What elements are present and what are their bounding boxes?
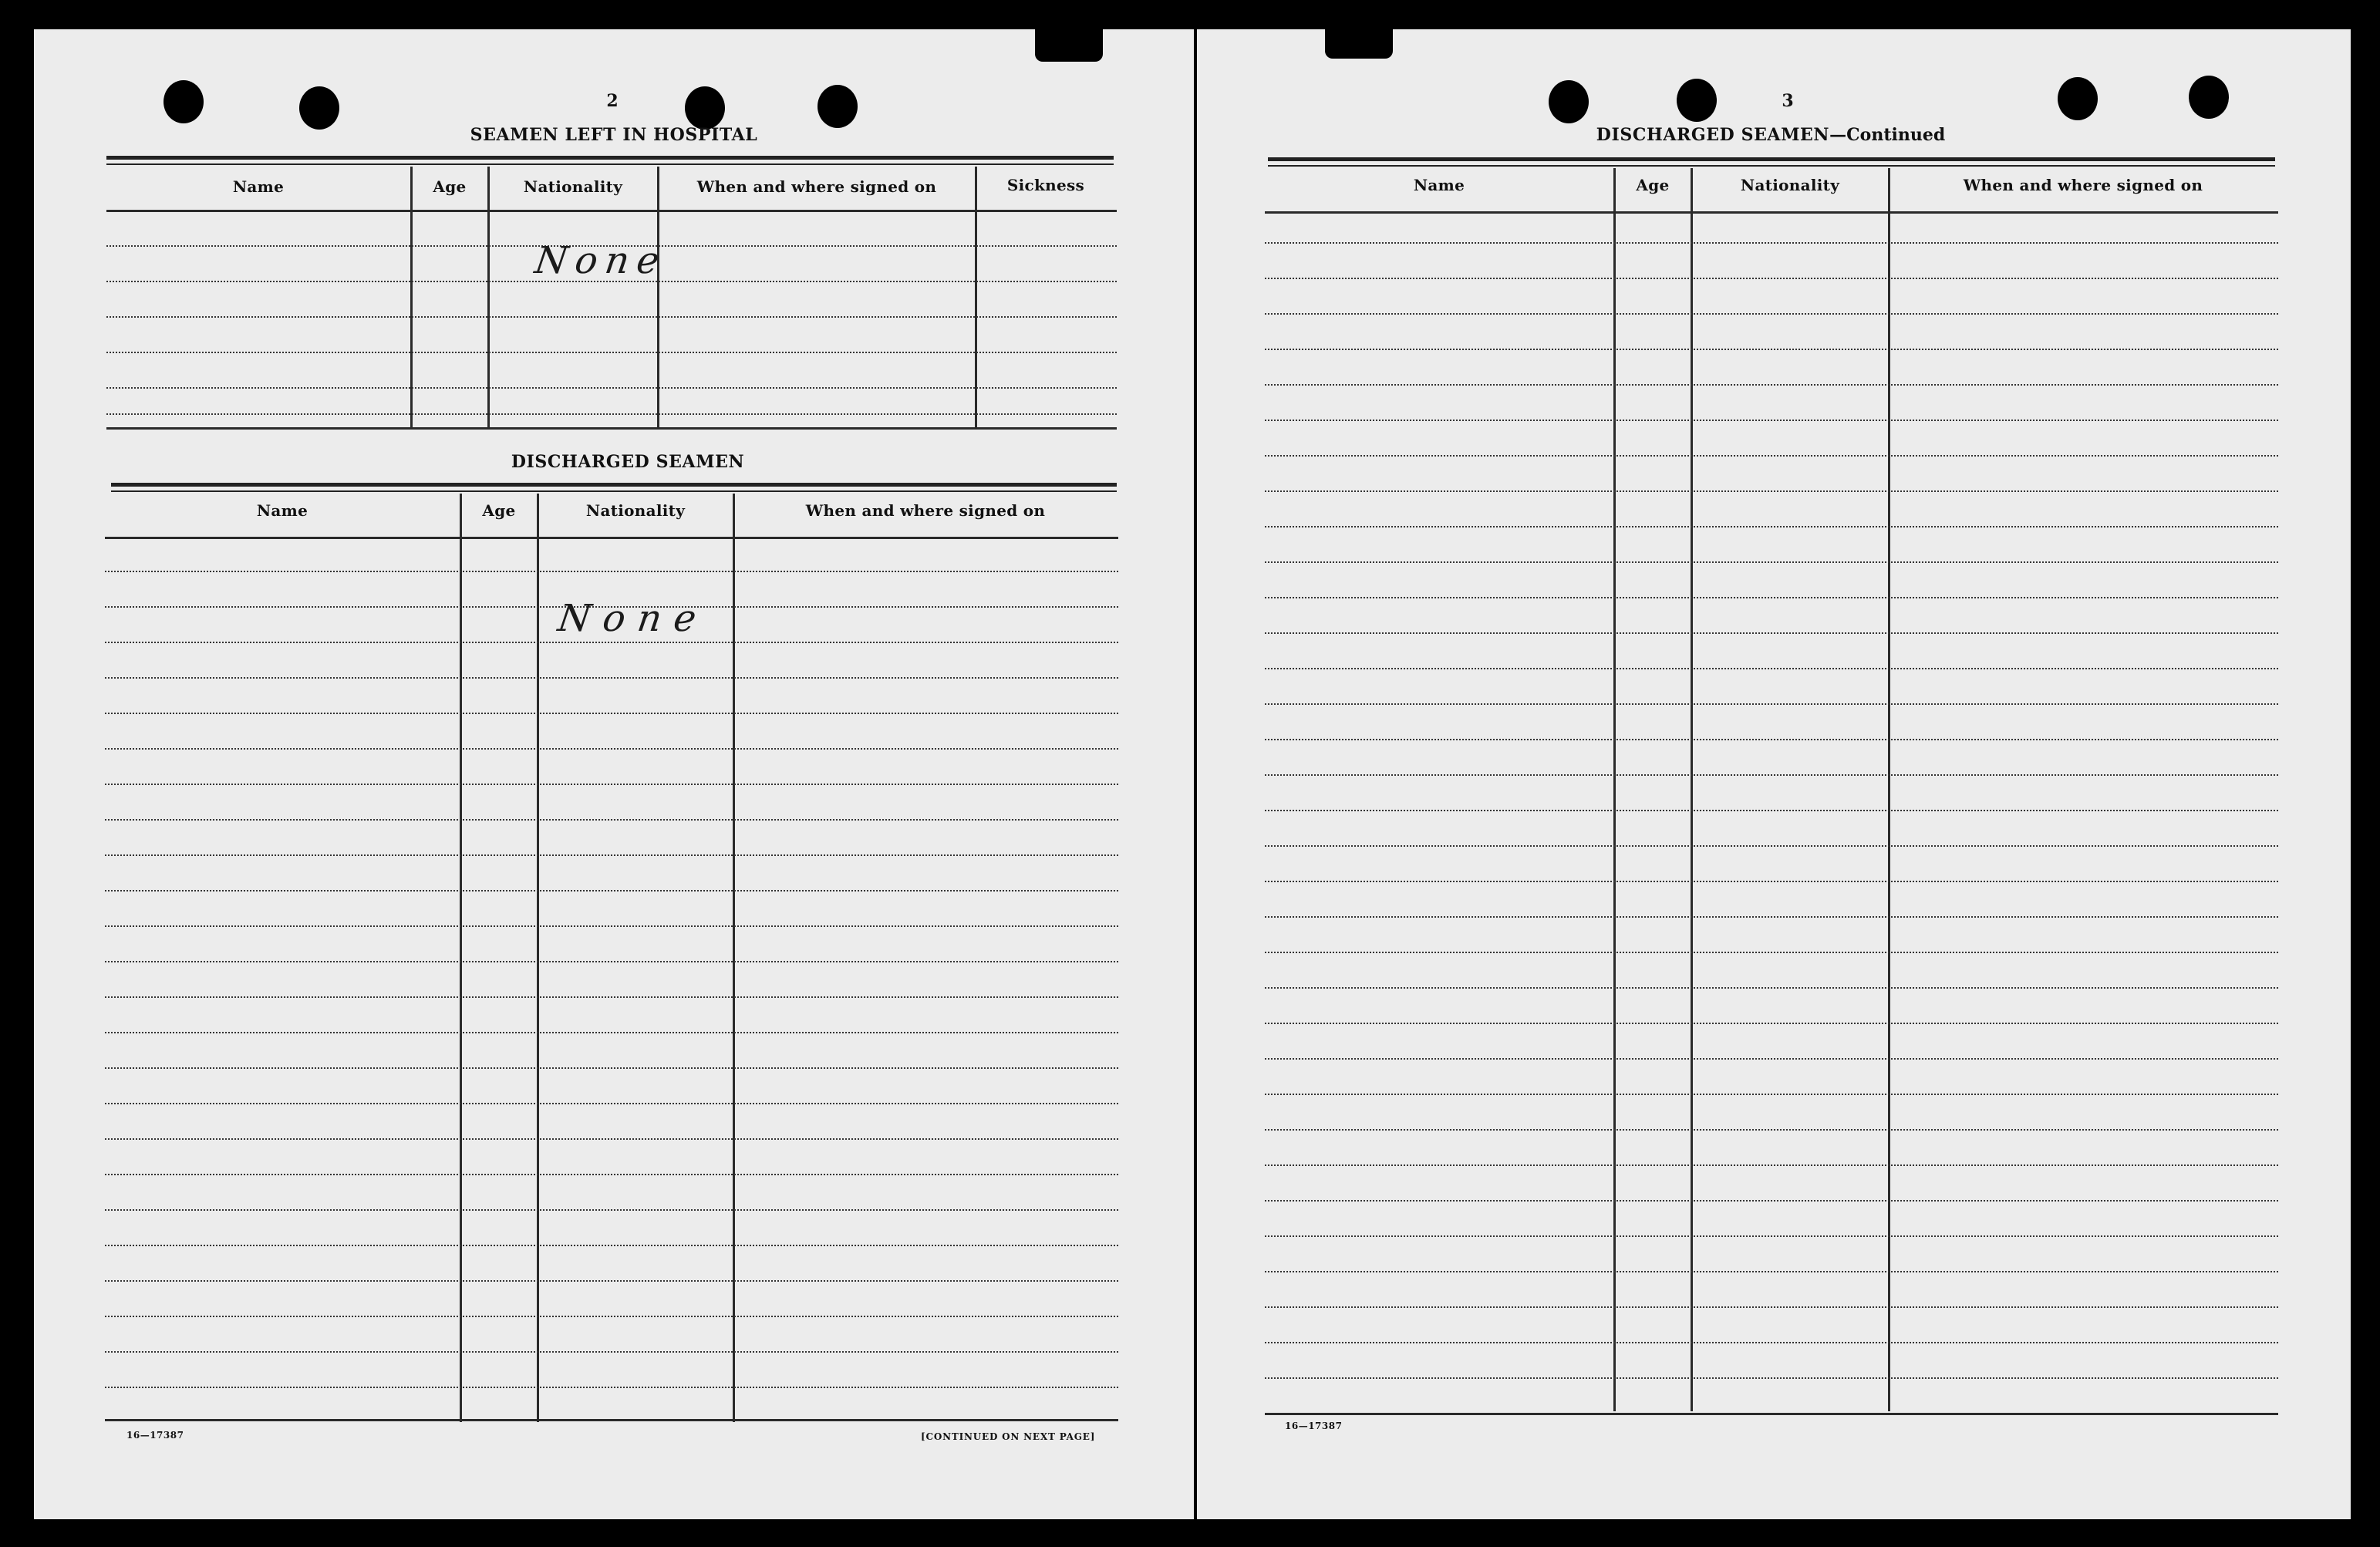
table-row <box>1265 1271 2278 1272</box>
title-rule <box>111 483 1117 487</box>
column-header-nationality: Nationality <box>523 177 623 196</box>
table-row <box>105 1138 1118 1140</box>
column-divider <box>1613 168 1616 1411</box>
column-header-signed-on: When and where signed on <box>805 501 1046 520</box>
binding-tab-left <box>1035 28 1103 62</box>
column-header-age: Age <box>1636 176 1670 194</box>
table-row <box>1265 420 2278 421</box>
title-rule <box>106 156 1114 160</box>
table-row <box>105 1280 1118 1282</box>
table-row <box>1265 987 2278 989</box>
table-row <box>105 890 1118 891</box>
section-title-suffix: —Continued <box>1829 125 1946 145</box>
punch-hole <box>817 85 858 128</box>
header-underline <box>105 537 1118 539</box>
column-header-age: Age <box>433 177 467 196</box>
section-title-discharged: DISCHARGED SEAMEN <box>511 452 745 472</box>
table-row <box>1265 278 2278 279</box>
table-row <box>106 413 1117 415</box>
column-header-nationality: Nationality <box>585 501 686 520</box>
section-title-text: DISCHARGED SEAMEN <box>1596 125 1830 145</box>
table-row <box>1265 952 2278 953</box>
section-title-hospital: SEAMEN LEFT IN HOSPITAL <box>470 125 758 145</box>
punch-hole <box>2189 76 2229 119</box>
form-number: 16—17387 <box>126 1430 184 1441</box>
column-header-name: Name <box>1413 176 1465 194</box>
title-rule <box>1268 157 2275 161</box>
column-divider <box>657 167 659 429</box>
table-row <box>1265 916 2278 918</box>
page-number: 3 <box>1782 91 1794 111</box>
table-row <box>105 925 1118 927</box>
table-row <box>1265 242 2278 244</box>
table-row <box>1265 1306 2278 1308</box>
table-row <box>105 748 1118 750</box>
table-row <box>1265 1200 2278 1202</box>
hospital-table <box>106 167 1117 429</box>
handwritten-entry-hospital: None <box>532 239 670 282</box>
column-header-age: Age <box>482 501 516 520</box>
table-row <box>1265 490 2278 492</box>
title-rule-thin <box>106 163 1114 165</box>
table-row <box>1265 526 2278 527</box>
punch-hole <box>685 86 725 130</box>
table-row <box>1265 1342 2278 1343</box>
column-header-sickness: Sickness <box>1006 176 1085 194</box>
discharged-continued-table <box>1265 168 2278 1417</box>
section-title-discharged-continued <box>1596 125 1945 145</box>
punch-hole <box>1549 80 1589 123</box>
column-header-signed-on: When and where signed on <box>696 177 937 196</box>
binding-tab-right <box>1325 28 1393 59</box>
continued-note: [CONTINUED ON NEXT PAGE] <box>921 1431 1096 1442</box>
column-header-signed-on: When and where signed on <box>1963 176 2203 194</box>
table-row <box>1265 703 2278 705</box>
table-row <box>105 1103 1118 1104</box>
column-header-name: Name <box>232 177 285 196</box>
table-row <box>1265 810 2278 811</box>
handwritten-entry-discharged: None <box>555 597 712 640</box>
table-row <box>1265 384 2278 386</box>
table-row <box>1265 349 2278 350</box>
table-row <box>105 1245 1118 1246</box>
table-row <box>1265 845 2278 847</box>
column-divider <box>1888 168 1890 1411</box>
table-row <box>105 854 1118 856</box>
table-row <box>1265 632 2278 634</box>
table-row <box>1265 1058 2278 1060</box>
table-bottom-rule <box>105 1419 1118 1421</box>
header-underline <box>1265 211 2278 214</box>
table-row <box>105 1387 1118 1388</box>
table-row <box>105 1209 1118 1211</box>
table-row <box>105 713 1118 714</box>
table-row <box>105 571 1118 572</box>
column-header-nationality: Nationality <box>1740 176 1840 194</box>
table-row <box>1265 561 2278 563</box>
table-row <box>105 819 1118 821</box>
table-row <box>105 1067 1118 1069</box>
table-row <box>1265 1164 2278 1166</box>
table-row <box>1265 1129 2278 1131</box>
table-row <box>105 642 1118 643</box>
table-row <box>1265 1377 2278 1379</box>
column-divider <box>410 167 413 429</box>
column-divider <box>460 494 462 1422</box>
table-row <box>1265 739 2278 740</box>
column-divider <box>1691 168 1693 1411</box>
column-divider <box>487 167 490 429</box>
header-underline <box>106 210 1117 212</box>
table-row <box>106 316 1117 318</box>
table-row <box>105 784 1118 785</box>
table-row <box>106 352 1117 353</box>
table-row <box>1265 668 2278 669</box>
column-divider <box>733 494 735 1422</box>
column-header-name: Name <box>256 501 308 520</box>
title-rule-thin <box>1268 165 2275 167</box>
table-row <box>105 1351 1118 1353</box>
table-row <box>105 677 1118 679</box>
form-number: 16—17387 <box>1285 1421 1343 1431</box>
page-number: 2 <box>606 91 619 111</box>
punch-hole <box>2058 77 2098 120</box>
table-row <box>105 1032 1118 1033</box>
table-row <box>106 387 1117 389</box>
table-row <box>105 1316 1118 1317</box>
punch-hole <box>299 86 339 130</box>
table-row <box>1265 774 2278 776</box>
table-row <box>105 961 1118 962</box>
punch-hole <box>1677 79 1717 122</box>
table-row <box>1265 597 2278 598</box>
title-rule-thin <box>111 490 1117 492</box>
table-row <box>1265 1094 2278 1095</box>
table-row <box>105 996 1118 998</box>
column-divider <box>975 167 977 429</box>
column-divider <box>537 494 539 1422</box>
table-row <box>105 1174 1118 1175</box>
table-row <box>1265 313 2278 315</box>
table-row <box>1265 1235 2278 1237</box>
table-row <box>1265 881 2278 882</box>
table-row <box>1265 455 2278 457</box>
table-bottom-rule <box>106 427 1117 430</box>
punch-hole <box>163 80 204 123</box>
table-row <box>1265 1023 2278 1024</box>
table-bottom-rule <box>1265 1413 2278 1415</box>
